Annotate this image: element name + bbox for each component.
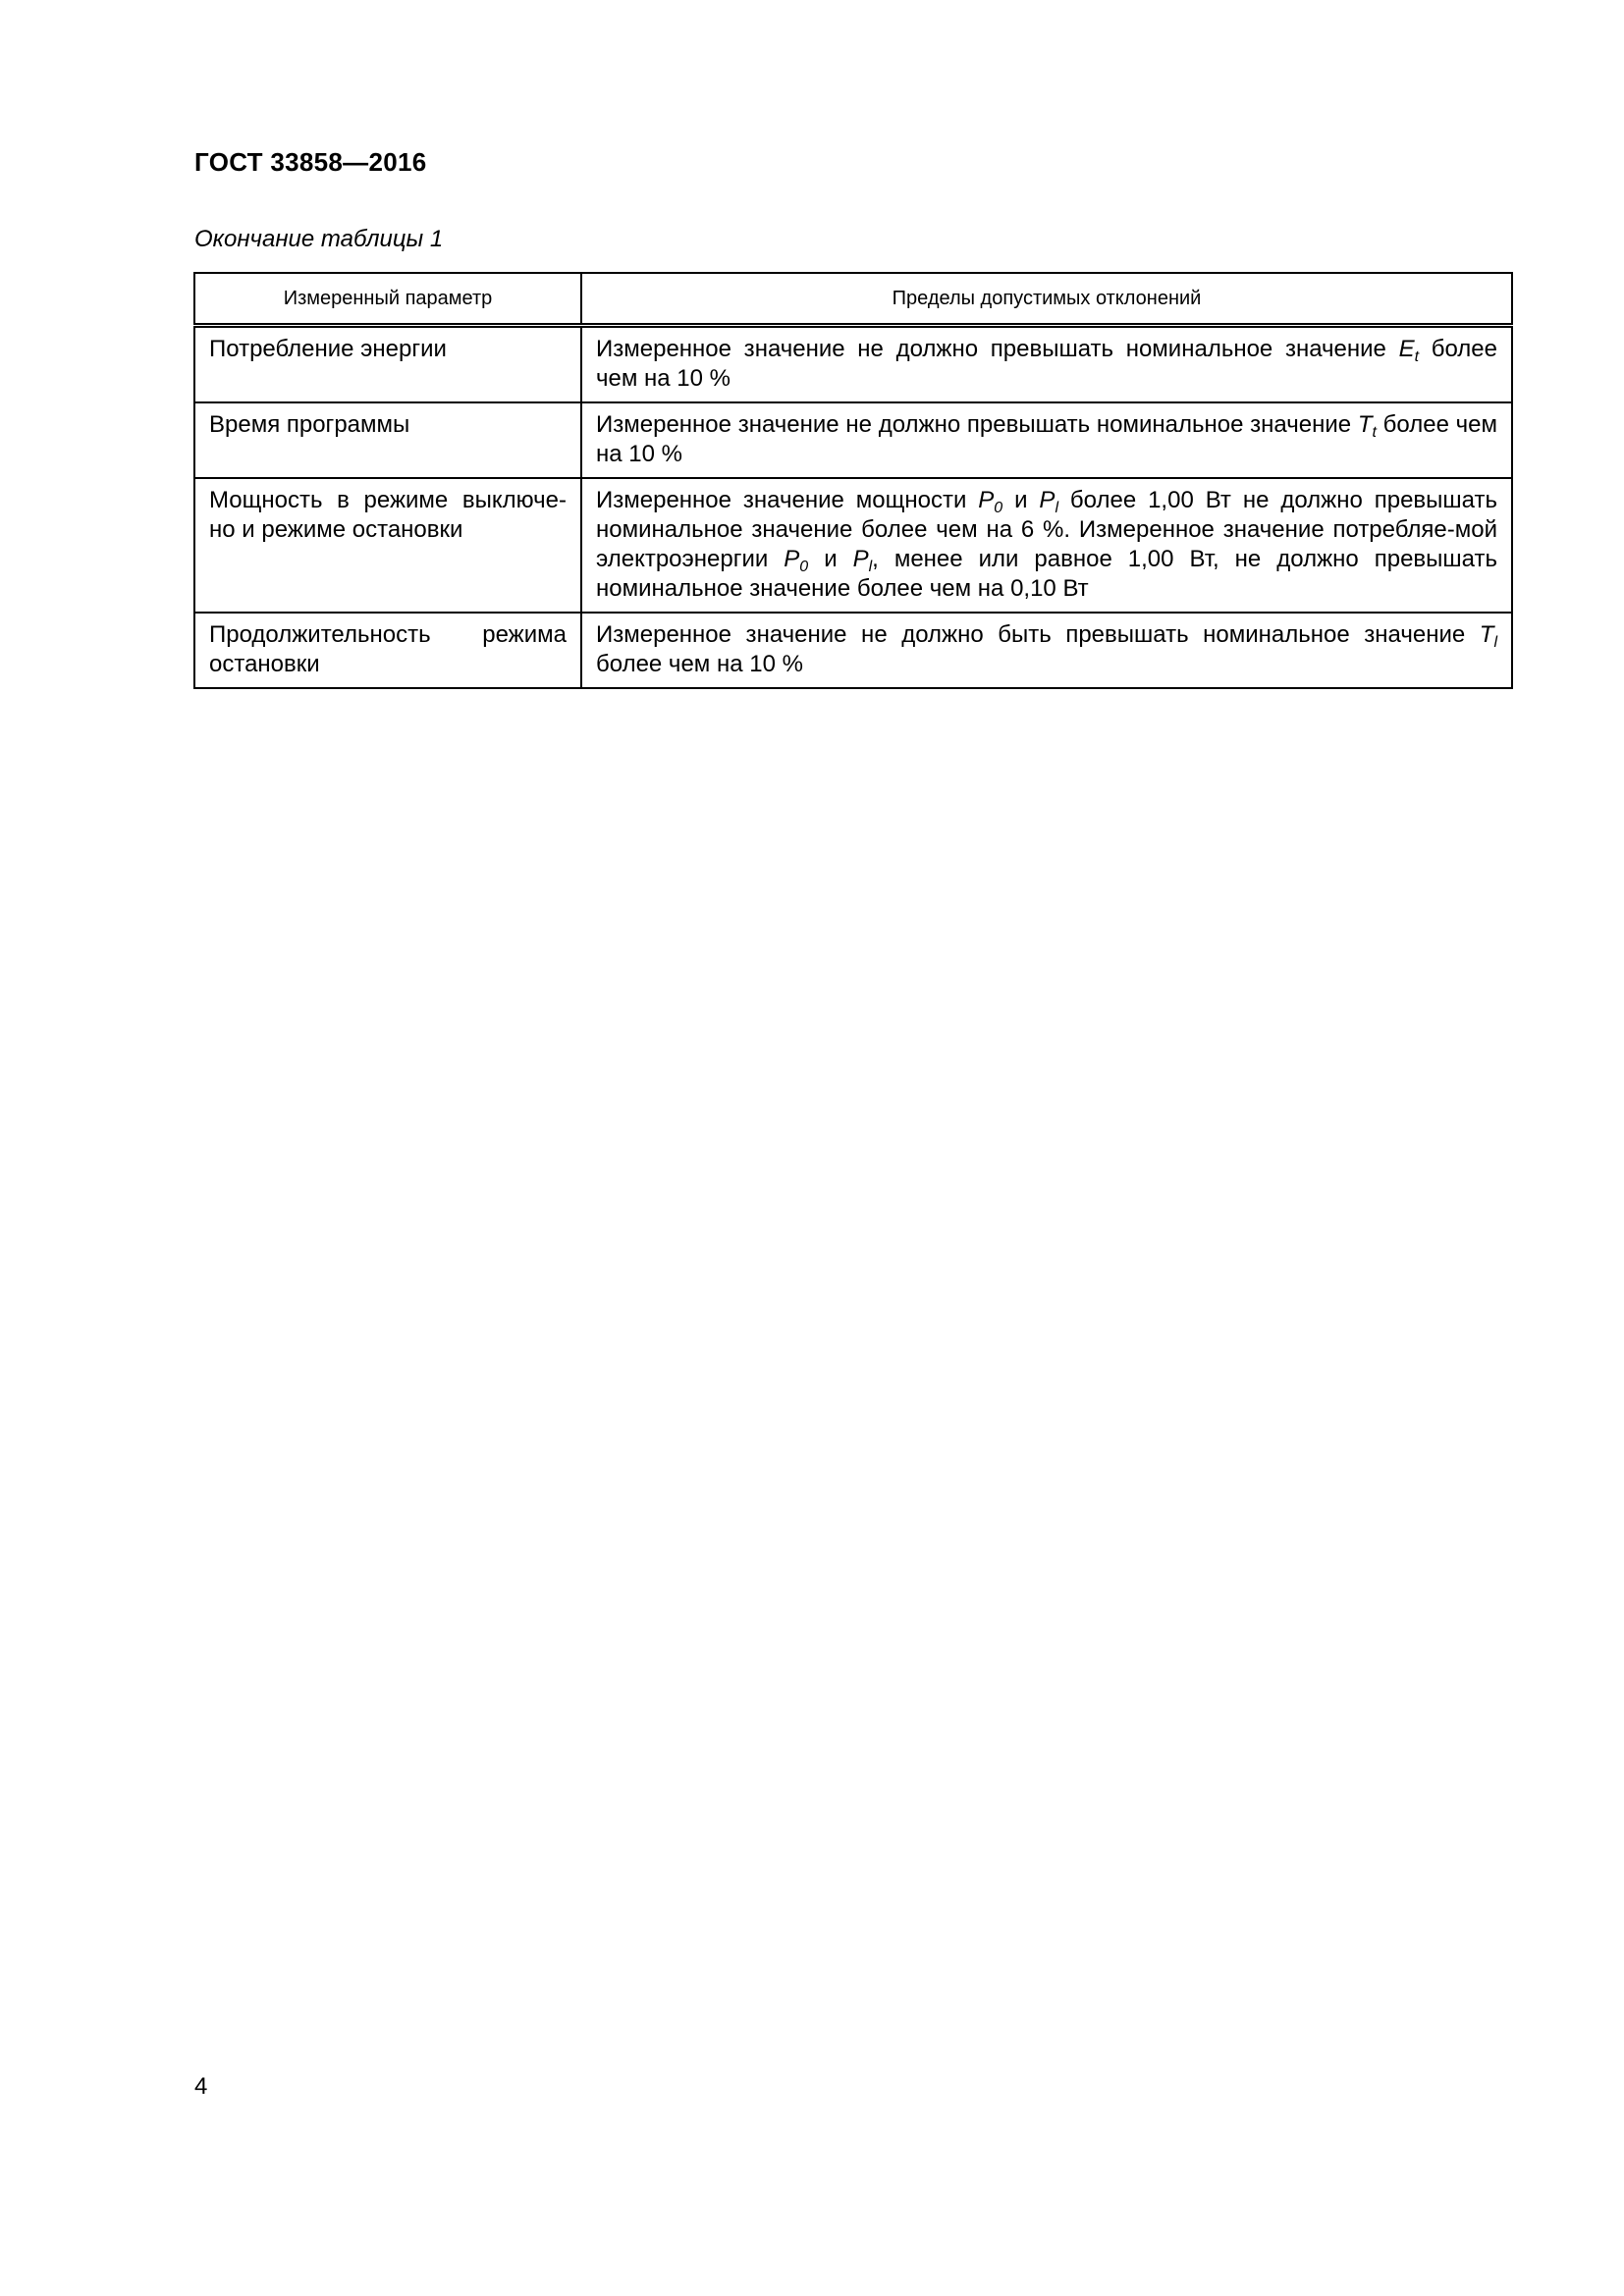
limit-text: Измеренное значение не должно быть превышать номинальное значение <box>596 621 1480 648</box>
limit-text: Измеренное значение мощности <box>596 487 979 513</box>
limit-cell <box>581 326 1512 403</box>
limit-text: и <box>1002 487 1040 513</box>
limit-cell <box>581 613 1512 688</box>
symbol-p-0: $P_0$ <box>978 487 1003 516</box>
symbol-t-t: $T_t$ <box>1357 411 1377 441</box>
limit-text: более чем на 10 % <box>596 651 803 677</box>
limit-text: , менее или равное 1,00 Вт, не должно превышать номинальное значение более чем на 0,10 Вт <box>596 546 1497 602</box>
limit-text: более чем на 10 % <box>596 336 1497 392</box>
parameter-cell: Время программы <box>194 402 581 478</box>
table-caption: Окончание таблицы 1 <box>194 226 444 252</box>
symbol-p-0: $P_0$ <box>784 546 809 575</box>
table-row <box>194 478 1512 613</box>
table-row <box>194 402 1512 478</box>
limit-text: более чем на 10 % <box>596 411 1498 467</box>
parameter-cell: Продолжительность режима остановки <box>194 613 581 688</box>
limit-cell <box>581 478 1512 613</box>
page-number: 4 <box>194 2073 208 2100</box>
table-header-row <box>194 273 1512 326</box>
parameter-cell: Потребление энергии <box>194 326 581 403</box>
parameter-cell: Мощность в режиме выключе-но и режиме остановки <box>194 478 581 613</box>
limit-text: и <box>808 546 853 572</box>
document-standard-id: ГОСТ 33858—2016 <box>194 147 427 177</box>
table-row <box>194 613 1512 688</box>
column-header-parameter: Измеренный параметр <box>194 273 581 326</box>
limit-cell <box>581 402 1512 478</box>
symbol-e-t: $E_t$ <box>1398 336 1420 365</box>
symbol-t-l: $T_l$ <box>1479 621 1497 651</box>
symbol-p-l: $P_l$ <box>1039 487 1058 516</box>
symbol-p-l: $P_l$ <box>852 546 873 575</box>
table-row <box>194 326 1512 403</box>
limit-text: более 1,00 Вт не должно превышать номинальное значение более чем на 6 %. Измеренное значение потребляе-мой электроэнергии <box>596 487 1497 572</box>
column-header-limits: Пределы допустимых отклонений <box>581 273 1512 326</box>
deviation-limits-table <box>193 272 1513 689</box>
limit-text: Измеренное значение не должно превышать номинальное значение <box>596 411 1358 438</box>
limit-text: Измеренное значение не должно превышать номинальное значение <box>596 336 1399 362</box>
